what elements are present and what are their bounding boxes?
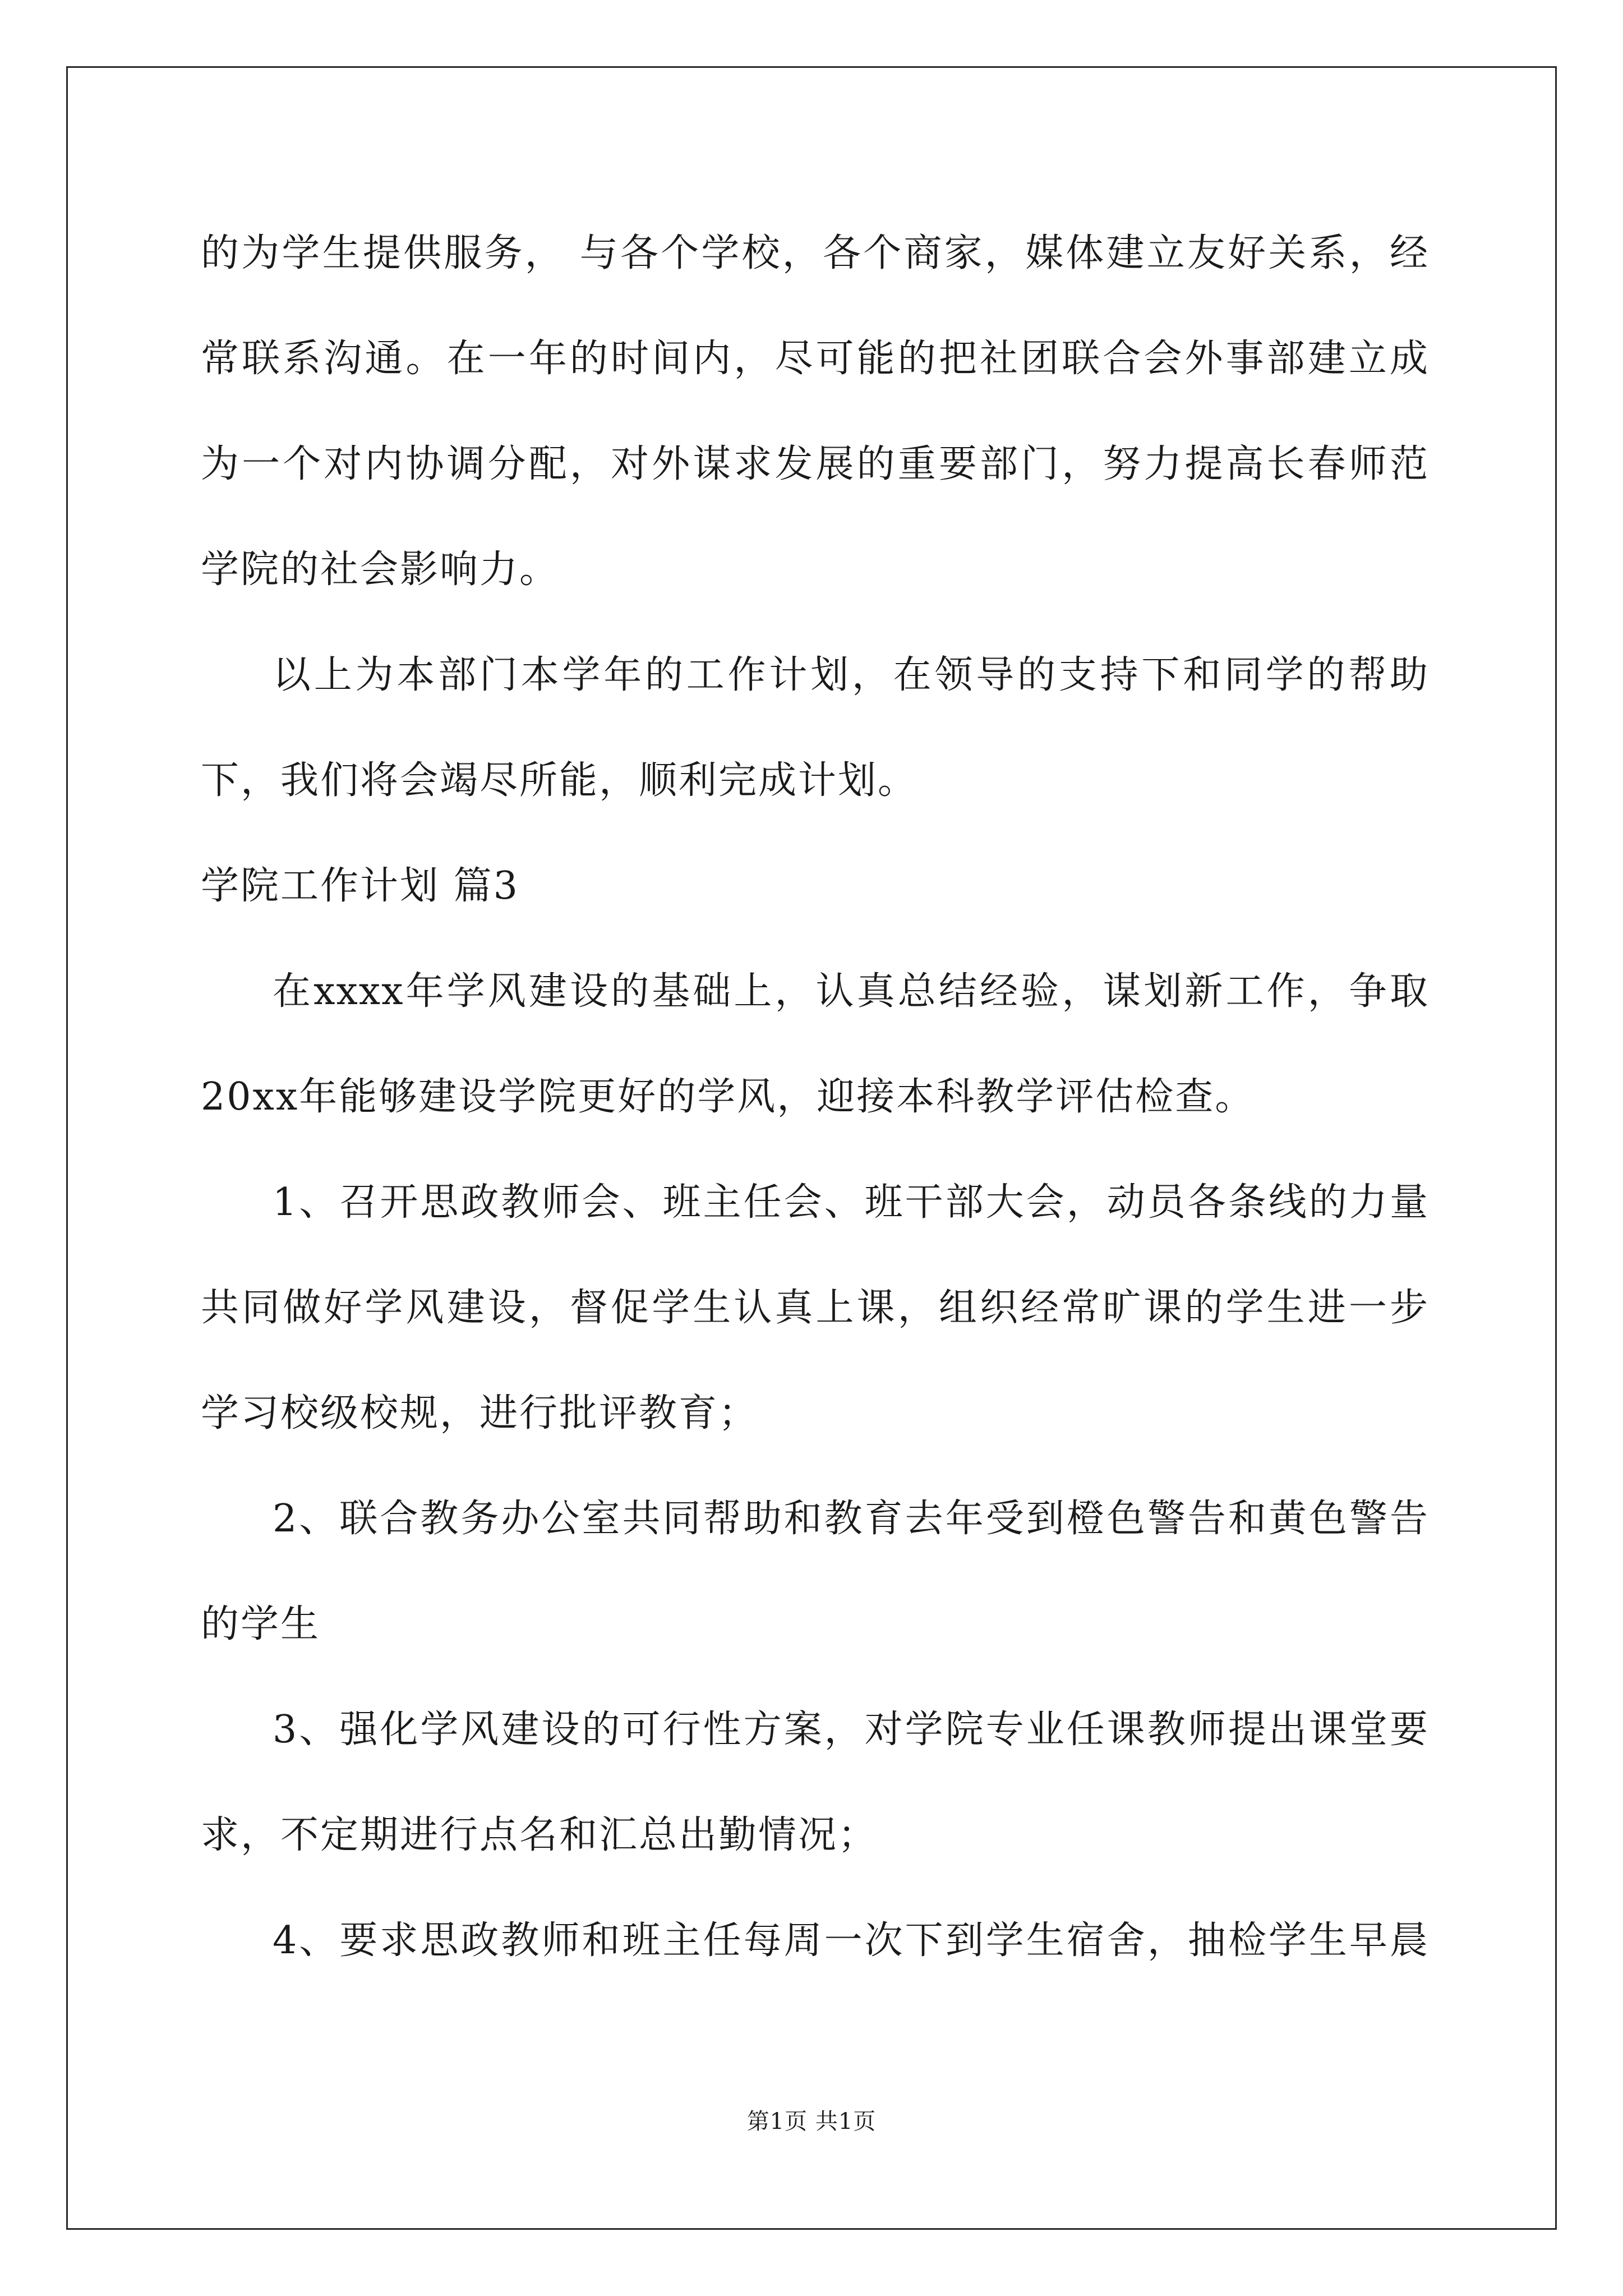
list-item-4-start: 4、要求思政教师和班主任每周一次下到学生宿舍，抽检学生早晨 <box>273 1918 1429 1963</box>
text-line-14: 的学生 <box>201 1602 321 1646</box>
text-line-2: 常联系沟通。在一年的时间内，尽可能的把社团联合会外事部建立成 <box>201 337 1429 381</box>
text-line-9: 20xx年能够建设学院更好的学风，迎接本科教学评估检查。 <box>201 1075 1255 1119</box>
text-line-16: 求，不定期进行点名和汇总出勤情况； <box>201 1813 878 1857</box>
text-line-12: 学习校级校规，进行批评教育； <box>201 1391 759 1435</box>
page-footer: 第1页 共1页 <box>746 2109 877 2134</box>
list-item-1-start: 1、召开思政教师会、班主任会、班干部大会，动员各条线的力量 <box>273 1180 1429 1225</box>
section-heading: 学院工作计划 篇3 <box>201 864 519 908</box>
text-line-4: 学院的社会影响力。 <box>201 547 560 592</box>
text-line-6: 下，我们将会竭尽所能，顺利完成计划。 <box>201 758 918 803</box>
text-line-3: 为一个对内协调分配，对外谋求发展的重要部门，努力提高长春师范 <box>201 442 1429 486</box>
page-border <box>66 66 1557 2230</box>
text-line-11: 共同做好学风建设，督促学生认真上课，组织经常旷课的学生进一步 <box>201 1286 1429 1330</box>
list-item-3-start: 3、强化学风建设的可行性方案，对学院专业任课教师提出课堂要 <box>273 1708 1429 1752</box>
list-item-2-start: 2、联合教务办公室共同帮助和教育去年受到橙色警告和黄色警告 <box>273 1497 1429 1541</box>
text-line-1: 的为学生提供服务， 与各个学校，各个商家，媒体建立友好关系，经 <box>201 231 1429 275</box>
paragraph-intro-start: 在xxxx年学风建设的基础上，认真总结经验，谋划新工作，争取 <box>273 969 1429 1014</box>
paragraph-summary-start: 以上为本部门本学年的工作计划，在领导的支持下和同学的帮助 <box>273 653 1429 697</box>
